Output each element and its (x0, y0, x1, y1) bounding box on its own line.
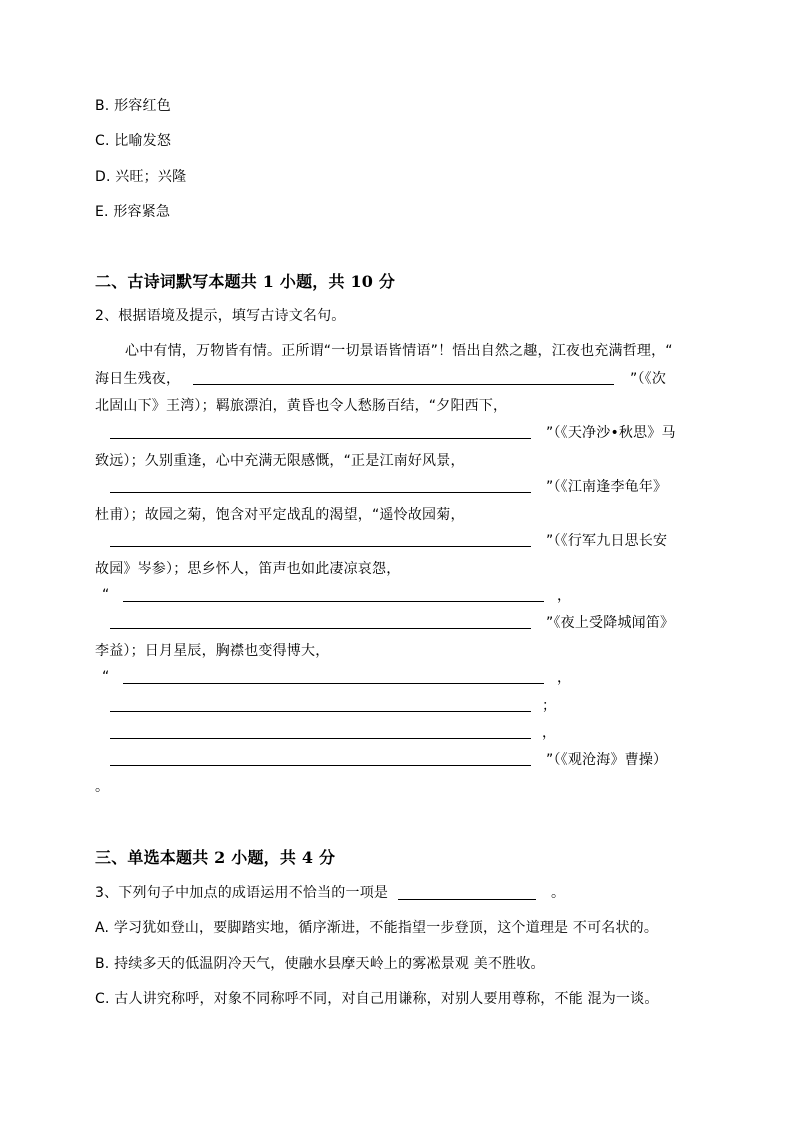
passage-text: ”（《行军九日思长安 (546, 533, 668, 549)
option-a: A. 学习犹如登山，要脚踏实地，循序渐进，不能指望一步登顶，这个道理是 不可名状的。 (95, 920, 659, 936)
passage-text: 。 (95, 779, 110, 795)
option-b: B. 形容红色 (95, 98, 171, 114)
quote-mark: “ (102, 587, 110, 603)
passage-text: ”（《江南逢李龟年》 (546, 479, 668, 495)
passage-text: 杜甫）；故园之菊，饱含对平定战乱的渴望，“遥怜故园菊， (95, 507, 465, 523)
answer-blank (110, 765, 531, 766)
answer-blank (123, 683, 544, 684)
passage-text: 李益）；日月星辰，胸襟也变得博大， (95, 643, 330, 659)
passage-text: ， (557, 588, 572, 604)
quote-mark: “ (102, 669, 110, 685)
passage-text: 致远）；久别重逢，心中充满无限感慨，“正是江南好风景， (95, 453, 465, 469)
answer-blank (110, 628, 531, 629)
answer-blank (123, 601, 544, 602)
question-stem: 2、根据语境及提示，填写古诗文名句。 (95, 308, 346, 324)
option-d: D. 兴旺；兴隆 (95, 169, 187, 185)
passage-text: ， (557, 670, 572, 686)
passage-text: ”（《次 (630, 371, 667, 387)
passage-line: 心中有情，万物皆有情。正所谓“一切景语皆情语”！悟出自然之趣，江夜也充满哲理，“ (125, 343, 673, 359)
section-heading: 二、古诗词默写本题共 1 小题，共 10 分 (95, 272, 396, 291)
passage-text: ”（《天净沙•秋思》马 (546, 425, 676, 441)
option-c: C. 古人讲究称呼，对象不同称呼不同，对自己用谦称，对别人要用尊称，不能 混为一谈。 (95, 991, 659, 1007)
passage-text: 海日生残夜， (95, 371, 181, 387)
passage-text: ； (542, 698, 557, 714)
passage-text: ”（《观沧海》曹操） (546, 752, 668, 768)
question-stem: 3、下列句子中加点的成语运用不恰当的一项是 (95, 885, 389, 901)
answer-blank (110, 438, 531, 439)
question-suffix: 。 (551, 885, 566, 901)
passage-text: 故园》岑参）；思乡怀人，笛声也如此凄凉哀怨， (95, 561, 401, 577)
answer-blank (110, 711, 531, 712)
option-c: C. 比喻发怒 (95, 133, 172, 149)
answer-blank (110, 546, 531, 547)
answer-blank (193, 384, 614, 385)
answer-blank (110, 738, 531, 739)
option-e: E. 形容紧急 (95, 204, 171, 220)
passage-text: ， (542, 725, 557, 741)
option-b: B. 持续多天的低温阴冷天气，使融水县摩天岭上的雾凇景观 美不胜收。 (95, 956, 545, 972)
passage-text: ”《夜上受降城闻笛》 (546, 615, 675, 631)
passage-text: 北固山下》王湾）；羁旅漂泊，黄昏也令人愁肠百结，“夕阳西下， (95, 398, 508, 414)
answer-blank (398, 899, 536, 900)
answer-blank (110, 492, 531, 493)
section-heading: 三、单选本题共 2 小题，共 4 分 (95, 848, 336, 867)
